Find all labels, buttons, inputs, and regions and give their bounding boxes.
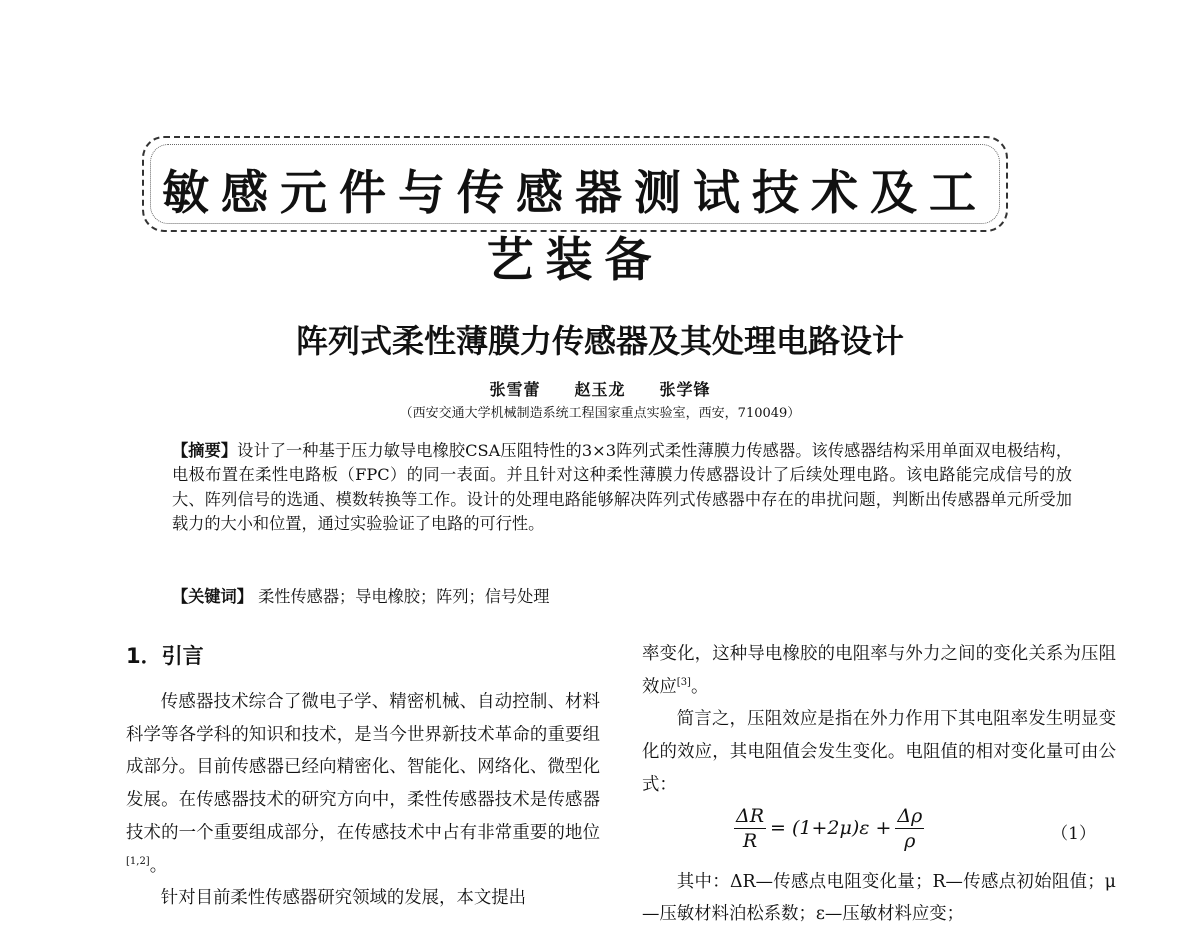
paragraph: 针对目前柔性传感器研究领域的发展，本文提出 bbox=[160, 888, 527, 909]
paragraph-text: 传感器技术综合了微电子学、精密机械、自动控制、材料科学等各学科的知识和技术，是当今世界新技术革命的重要组成部分。目前传感器已经向精密化、智能化、网络化、微型化发展。在传感器技术的研究方向中，柔性传感器技术是传感器技术的一个重要组成部分，在传感技术中占有非常重要的地位 bbox=[126, 692, 600, 843]
paragraph bbox=[126, 686, 600, 882]
paragraph: 其中：ΔR—传感点电阻变化量；R—传感点初始阻值；μ—压敏材料泊松系数；ε—压敏材料应变； bbox=[642, 871, 1116, 925]
rhs-numerator: Δρ bbox=[897, 804, 923, 827]
abstract bbox=[172, 439, 1072, 536]
paragraph-end: 。 bbox=[690, 676, 709, 697]
formula-middle: = (1+2μ)ε + bbox=[770, 817, 892, 840]
article-authors: 张雪蕾 赵玉龙 张学锋 bbox=[489, 380, 711, 399]
equation-1 bbox=[642, 802, 1116, 866]
rhs-fraction bbox=[895, 804, 924, 853]
keywords-text: 柔性传感器；导电橡胶；阵列；信号处理 bbox=[258, 587, 550, 606]
paragraph-text: 率变化，这种导电橡胶的电阻率与外力之间的变化关系为压阻效应 bbox=[642, 644, 1116, 697]
right-column bbox=[642, 638, 1116, 931]
keywords bbox=[172, 583, 1072, 607]
rhs-denominator: ρ bbox=[904, 829, 916, 852]
section-banner bbox=[142, 136, 1008, 288]
keywords-label: 【关键词】 bbox=[172, 587, 253, 606]
equation-number: （1） bbox=[1051, 823, 1096, 844]
abstract-label: 【摘要】 bbox=[172, 441, 238, 460]
paragraph bbox=[642, 638, 1116, 703]
formula bbox=[730, 804, 928, 853]
paragraph: 简言之，压阻效应是指在外力作用下其电阻率发生明显变化的效应，其电阻值会发生变化。电阻值的相对变化量可由公式： bbox=[642, 709, 1116, 795]
lhs-fraction bbox=[734, 804, 766, 853]
banner-title: 敏感元件与传感器测试技术及工艺装备 bbox=[162, 166, 988, 288]
section-heading: 1．引言 bbox=[126, 644, 204, 668]
citation-ref: [1,2] bbox=[126, 855, 150, 867]
abstract-text: 设计了一种基于压力敏导电橡胶CSA压阻特性的3×3阵列式柔性薄膜力传感器。该传感器结构采用单面双电极结构，电极布置在柔性电路板（FPC）的同一表面。并且针对这种柔性薄膜力传感器设计了后续处理电路。该电路能完成信号的放大、阵列信号的选通、模数转换等工作。设计的处理电路能够解决阵列式传感器中存在的串扰问题，判断出传感器单元所受加载力的大小和位置，通过实验验证了电路的可行性。 bbox=[172, 441, 1073, 533]
article-affiliation: （西安交通大学机械制造系统工程国家重点实验室，西安，710049） bbox=[399, 406, 801, 421]
left-column bbox=[126, 686, 600, 915]
citation-ref: [3] bbox=[676, 676, 691, 688]
article-title: 阵列式柔性薄膜力传感器及其处理电路设计 bbox=[295, 322, 904, 360]
lhs-numerator: ΔR bbox=[736, 804, 765, 827]
lhs-denominator: R bbox=[742, 829, 758, 852]
paragraph-end: 。 bbox=[149, 855, 168, 876]
